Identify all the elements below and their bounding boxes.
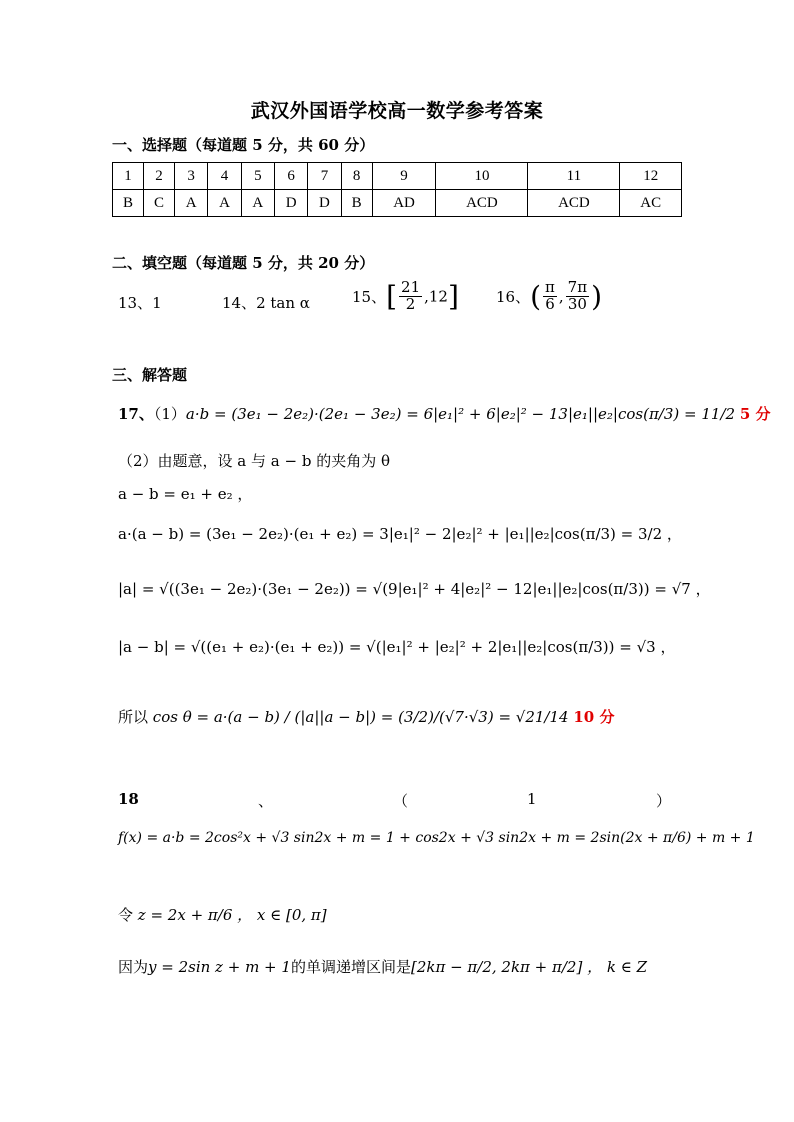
- table-cell-number: 6: [274, 163, 307, 190]
- q18-line2: [118, 904, 327, 925]
- q13-label: 13、: [118, 294, 153, 312]
- q16-answer: 16、( $\frac{\pi}{6}$ , $\frac{7\pi}{30}$ ): [496, 278, 603, 313]
- q15-label: 15、: [352, 288, 387, 306]
- table-cell-number: 8: [341, 163, 372, 190]
- section1-heading: 一、选择题（每道题 5 分，共 60 分）: [112, 136, 375, 154]
- q18-formula2: z = 2x + π/6 ， x ∈ [0, π]: [137, 906, 327, 924]
- q18-paren-open: （: [393, 792, 409, 810]
- q17-line1: [118, 403, 771, 424]
- table-cell-number: 11: [528, 163, 620, 190]
- q17-score-2: 10 分: [573, 708, 615, 726]
- q14-value: 2 tan α: [256, 294, 310, 312]
- table-cell-answer: A: [241, 190, 274, 217]
- table-cell-answer: AC: [620, 190, 682, 217]
- section3-heading: 三、解答题: [112, 366, 188, 384]
- table-cell-answer: D: [274, 190, 307, 217]
- q18-line3-mid: 的单调递增区间是: [290, 958, 411, 976]
- q14-label: 14、: [222, 294, 257, 312]
- q18-line2-prefix: 令: [118, 906, 134, 924]
- page-title: 武汉外国语学校高一数学参考答案: [250, 100, 544, 122]
- q18-line1: [118, 830, 755, 846]
- q17-formula1: a·b = (3e₁ − 2e₂)·(2e₁ − 3e₂) = 6|e₁|² + 6|e₂|² − 13|e₁||e₂|cos(π/3) = 11/2: [185, 405, 736, 423]
- q15-num: 21: [401, 278, 421, 297]
- q17-line5: |a − b| = √((e₁ + e₂)·(e₁ + e₂)) = √(|e₁|² + |e₂|² + 2|e₁||e₂|cos(π/3)) = √3 ，: [118, 638, 676, 656]
- q17-part1: （1）: [153, 405, 186, 423]
- table-cell-number: 2: [144, 163, 175, 190]
- q18-line3-prefix: 因为: [118, 958, 149, 976]
- answer-table: [112, 162, 682, 217]
- q17-formula6: cos θ = a·(a − b) / (|a||a − b|) = (3/2)/(√7·√3) = √21/14: [152, 708, 569, 726]
- q16-b-num: 7π: [567, 278, 588, 297]
- q13-value: 1: [152, 294, 162, 312]
- table-row-numbers: [113, 163, 682, 190]
- table-cell-answer: ACD: [528, 190, 620, 217]
- q18-formula3: y = 2sin z + m + 1: [148, 958, 291, 976]
- q17-line6: [118, 706, 614, 727]
- q17-line2: a − b = e₁ + e₂ ，: [118, 485, 253, 503]
- section2-heading: 二、填空题（每道题 5 分，共 20 分）: [112, 254, 375, 272]
- table-cell-answer: A: [175, 190, 208, 217]
- q17-line4: |a| = √((3e₁ − 2e₂)·(3e₁ − 2e₂)) = √(9|e₁|² + 4|e₂|² − 12|e₁||e₂|cos(π/3)) = √7 ，: [118, 580, 711, 598]
- table-cell-answer: ACD: [436, 190, 528, 217]
- q18-formula1: f(x) = a·b = 2cos²x + √3 sin2x + m = 1 + cos2x + √3 sin2x + m = 2sin(2x + π/6) + m + 1: [118, 830, 755, 846]
- q18-separator: 、: [258, 792, 274, 810]
- q17-line6-prefix: 所以: [118, 708, 149, 726]
- table-cell-number: 3: [175, 163, 208, 190]
- q16-b-den: 30: [567, 295, 587, 313]
- q17-label: 17、: [118, 405, 154, 423]
- q18-line3: [118, 956, 647, 977]
- q17-part2: （2）由题意，设 a 与 a − b 的夹角为 θ: [118, 452, 391, 470]
- q16-label: 16、: [496, 288, 531, 306]
- table-cell-number: 9: [372, 163, 436, 190]
- q15-tail: ,12: [424, 287, 448, 306]
- q16-a-den: 6: [545, 295, 555, 313]
- table-cell-number: 4: [208, 163, 241, 190]
- table-cell-answer: D: [308, 190, 341, 217]
- table-cell-answer: B: [113, 190, 144, 217]
- q18-paren-close: ）: [656, 792, 672, 810]
- q17-line3: a·(a − b) = (3e₁ − 2e₂)·(e₁ + e₂) = 3|e₁|² − 2|e₂|² + |e₁||e₂|cos(π/3) = 3/2 ，: [118, 525, 682, 543]
- table-row-answers: [113, 190, 682, 217]
- table-cell-number: 1: [113, 163, 144, 190]
- table-cell-answer: A: [208, 190, 241, 217]
- q18-part-number: 1: [527, 790, 537, 808]
- q18-label: 18: [118, 790, 139, 808]
- table-cell-number: 5: [241, 163, 274, 190]
- table-cell-number: 7: [308, 163, 341, 190]
- q16-a-num: π: [545, 278, 555, 297]
- q15-answer: 15、[ $\frac{21}{2}$ ,12]: [352, 278, 459, 313]
- table-cell-answer: AD: [372, 190, 436, 217]
- table-cell-number: 12: [620, 163, 682, 190]
- table-cell-number: 10: [436, 163, 528, 190]
- q18-interval: [2kπ − π/2, 2kπ + π/2] ， k ∈ Z: [410, 958, 647, 976]
- q14-answer: [222, 292, 310, 313]
- table-cell-answer: C: [144, 190, 175, 217]
- q13-answer: [118, 292, 162, 313]
- table-cell-answer: B: [341, 190, 372, 217]
- q17-score-1: 5 分: [739, 405, 771, 423]
- q15-den: 2: [405, 295, 416, 313]
